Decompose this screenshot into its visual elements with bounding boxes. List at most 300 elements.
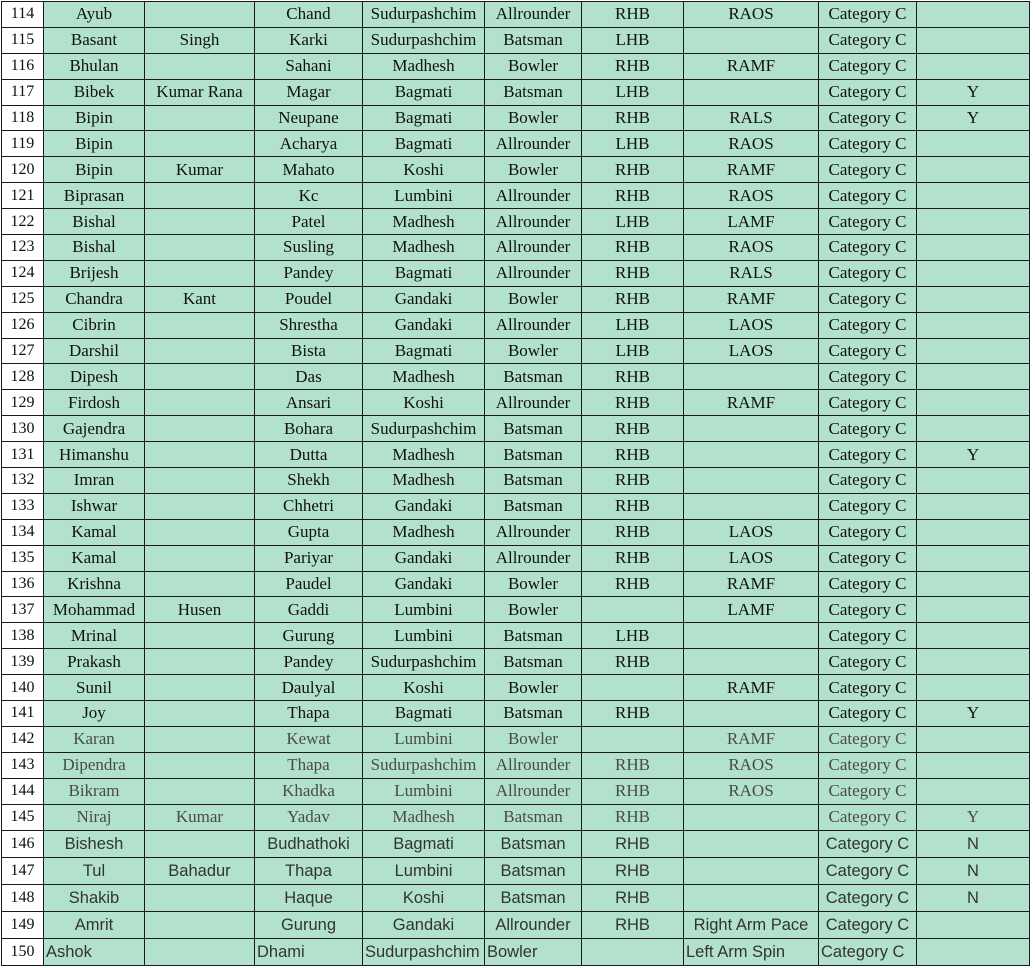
first-name-cell[interactable]: Gajendra: [44, 416, 145, 442]
middle-name-cell[interactable]: Kant: [145, 286, 255, 312]
table-row[interactable]: [2, 649, 1030, 675]
first-name-cell[interactable]: Cibrin: [44, 312, 145, 338]
table-row[interactable]: [2, 286, 1030, 312]
role-cell[interactable]: Allrounder: [485, 131, 582, 157]
category-cell[interactable]: Category C: [819, 260, 917, 286]
role-cell[interactable]: Batsman: [485, 364, 582, 390]
bowling-cell[interactable]: [684, 857, 819, 884]
middle-name-cell[interactable]: [145, 752, 255, 778]
last-name-cell[interactable]: Thapa: [255, 752, 363, 778]
category-cell[interactable]: Category C: [819, 804, 917, 830]
category-cell[interactable]: Category C: [819, 157, 917, 183]
province-cell[interactable]: Lumbini: [363, 857, 485, 884]
table-row[interactable]: [2, 79, 1030, 105]
category-cell[interactable]: Category C: [819, 442, 917, 468]
table-row[interactable]: [2, 675, 1030, 701]
batting-cell[interactable]: LHB: [582, 623, 684, 649]
flag-cell[interactable]: [917, 623, 1030, 649]
bowling-cell[interactable]: RAMF: [684, 571, 819, 597]
province-cell[interactable]: Madhesh: [363, 209, 485, 235]
bowling-cell[interactable]: [684, 79, 819, 105]
table-row[interactable]: [2, 157, 1030, 183]
province-cell[interactable]: Koshi: [363, 157, 485, 183]
role-cell[interactable]: Bowler: [485, 53, 582, 79]
batting-cell[interactable]: LHB: [582, 27, 684, 53]
batting-cell[interactable]: LHB: [582, 312, 684, 338]
last-name-cell[interactable]: Thapa: [255, 857, 363, 884]
row-number[interactable]: 140: [2, 675, 44, 701]
row-number[interactable]: 135: [2, 545, 44, 571]
first-name-cell[interactable]: Darshil: [44, 338, 145, 364]
batting-cell[interactable]: RHB: [582, 157, 684, 183]
row-number[interactable]: 119: [2, 131, 44, 157]
role-cell[interactable]: Batsman: [485, 27, 582, 53]
flag-cell[interactable]: [917, 209, 1030, 235]
row-number[interactable]: 117: [2, 79, 44, 105]
province-cell[interactable]: Sudurpashchim: [363, 2, 485, 28]
batting-cell[interactable]: RHB: [582, 260, 684, 286]
province-cell[interactable]: Gandaki: [363, 571, 485, 597]
first-name-cell[interactable]: Chandra: [44, 286, 145, 312]
role-cell[interactable]: Allrounder: [485, 752, 582, 778]
province-cell[interactable]: Bagmati: [363, 79, 485, 105]
role-cell[interactable]: Allrounder: [485, 183, 582, 209]
last-name-cell[interactable]: Khadka: [255, 778, 363, 804]
middle-name-cell[interactable]: [145, 131, 255, 157]
first-name-cell[interactable]: Imran: [44, 468, 145, 494]
bowling-cell[interactable]: [684, 442, 819, 468]
table-row[interactable]: [2, 468, 1030, 494]
category-cell[interactable]: Category C: [819, 830, 917, 857]
batting-cell[interactable]: RHB: [582, 53, 684, 79]
bowling-cell[interactable]: [684, 364, 819, 390]
table-row[interactable]: [2, 623, 1030, 649]
middle-name-cell[interactable]: [145, 390, 255, 416]
first-name-cell[interactable]: Sunil: [44, 675, 145, 701]
province-cell[interactable]: Bagmati: [363, 830, 485, 857]
middle-name-cell[interactable]: [145, 364, 255, 390]
bowling-cell[interactable]: [684, 493, 819, 519]
first-name-cell[interactable]: Bipin: [44, 105, 145, 131]
bowling-cell[interactable]: [684, 701, 819, 727]
first-name-cell[interactable]: Firdosh: [44, 390, 145, 416]
bowling-cell[interactable]: RAOS: [684, 752, 819, 778]
table-row[interactable]: [2, 804, 1030, 830]
category-cell[interactable]: Category C: [819, 939, 917, 966]
last-name-cell[interactable]: Magar: [255, 79, 363, 105]
last-name-cell[interactable]: Kc: [255, 183, 363, 209]
batting-cell[interactable]: RHB: [582, 778, 684, 804]
role-cell[interactable]: Bowler: [485, 726, 582, 752]
batting-cell[interactable]: RHB: [582, 649, 684, 675]
province-cell[interactable]: Bagmati: [363, 105, 485, 131]
first-name-cell[interactable]: Bishal: [44, 209, 145, 235]
role-cell[interactable]: Allrounder: [485, 778, 582, 804]
province-cell[interactable]: Bagmati: [363, 260, 485, 286]
first-name-cell[interactable]: Mrinal: [44, 623, 145, 649]
table-row[interactable]: [2, 939, 1030, 966]
batting-cell[interactable]: RHB: [582, 752, 684, 778]
table-row[interactable]: [2, 597, 1030, 623]
first-name-cell[interactable]: Tul: [44, 857, 145, 884]
category-cell[interactable]: Category C: [819, 778, 917, 804]
category-cell[interactable]: Category C: [819, 390, 917, 416]
province-cell[interactable]: Bagmati: [363, 338, 485, 364]
table-row[interactable]: [2, 701, 1030, 727]
row-number[interactable]: 141: [2, 701, 44, 727]
row-number[interactable]: 128: [2, 364, 44, 390]
row-number[interactable]: 125: [2, 286, 44, 312]
last-name-cell[interactable]: Chand: [255, 2, 363, 28]
row-number[interactable]: 130: [2, 416, 44, 442]
bowling-cell[interactable]: [684, 623, 819, 649]
flag-cell[interactable]: [917, 157, 1030, 183]
middle-name-cell[interactable]: [145, 53, 255, 79]
category-cell[interactable]: Category C: [819, 235, 917, 261]
role-cell[interactable]: Bowler: [485, 286, 582, 312]
last-name-cell[interactable]: Shrestha: [255, 312, 363, 338]
category-cell[interactable]: Category C: [819, 312, 917, 338]
middle-name-cell[interactable]: [145, 338, 255, 364]
first-name-cell[interactable]: Bikram: [44, 778, 145, 804]
table-row[interactable]: [2, 545, 1030, 571]
flag-cell[interactable]: Y: [917, 105, 1030, 131]
last-name-cell[interactable]: Dutta: [255, 442, 363, 468]
category-cell[interactable]: Category C: [819, 519, 917, 545]
last-name-cell[interactable]: Shekh: [255, 468, 363, 494]
row-number[interactable]: 118: [2, 105, 44, 131]
flag-cell[interactable]: [917, 364, 1030, 390]
role-cell[interactable]: Batsman: [485, 623, 582, 649]
first-name-cell[interactable]: Basant: [44, 27, 145, 53]
row-number[interactable]: 138: [2, 623, 44, 649]
role-cell[interactable]: Batsman: [485, 416, 582, 442]
middle-name-cell[interactable]: Bahadur: [145, 857, 255, 884]
bowling-cell[interactable]: RAMF: [684, 675, 819, 701]
batting-cell[interactable]: RHB: [582, 286, 684, 312]
last-name-cell[interactable]: Kewat: [255, 726, 363, 752]
role-cell[interactable]: Allrounder: [485, 390, 582, 416]
province-cell[interactable]: Madhesh: [363, 364, 485, 390]
category-cell[interactable]: Category C: [819, 53, 917, 79]
row-number[interactable]: 124: [2, 260, 44, 286]
batting-cell[interactable]: RHB: [582, 571, 684, 597]
table-row[interactable]: [2, 105, 1030, 131]
row-number[interactable]: 116: [2, 53, 44, 79]
table-row[interactable]: [2, 2, 1030, 28]
bowling-cell[interactable]: LAOS: [684, 545, 819, 571]
role-cell[interactable]: Batsman: [485, 442, 582, 468]
batting-cell[interactable]: LHB: [582, 131, 684, 157]
bowling-cell[interactable]: [684, 884, 819, 911]
last-name-cell[interactable]: Gupta: [255, 519, 363, 545]
batting-cell[interactable]: RHB: [582, 2, 684, 28]
table-row[interactable]: [2, 778, 1030, 804]
flag-cell[interactable]: [917, 912, 1030, 939]
flag-cell[interactable]: [917, 286, 1030, 312]
batting-cell[interactable]: RHB: [582, 468, 684, 494]
first-name-cell[interactable]: Dipendra: [44, 752, 145, 778]
last-name-cell[interactable]: Poudel: [255, 286, 363, 312]
province-cell[interactable]: Gandaki: [363, 312, 485, 338]
flag-cell[interactable]: [917, 235, 1030, 261]
middle-name-cell[interactable]: [145, 235, 255, 261]
flag-cell[interactable]: [917, 545, 1030, 571]
batting-cell[interactable]: RHB: [582, 701, 684, 727]
bowling-cell[interactable]: RALS: [684, 260, 819, 286]
role-cell[interactable]: Batsman: [485, 493, 582, 519]
table-row[interactable]: [2, 416, 1030, 442]
category-cell[interactable]: Category C: [819, 131, 917, 157]
row-number[interactable]: 127: [2, 338, 44, 364]
first-name-cell[interactable]: Dipesh: [44, 364, 145, 390]
last-name-cell[interactable]: Pandey: [255, 649, 363, 675]
first-name-cell[interactable]: Ishwar: [44, 493, 145, 519]
role-cell[interactable]: Batsman: [485, 701, 582, 727]
bowling-cell[interactable]: RALS: [684, 105, 819, 131]
row-number[interactable]: 143: [2, 752, 44, 778]
row-number[interactable]: 137: [2, 597, 44, 623]
middle-name-cell[interactable]: [145, 416, 255, 442]
role-cell[interactable]: Batsman: [485, 857, 582, 884]
last-name-cell[interactable]: Susling: [255, 235, 363, 261]
flag-cell[interactable]: [917, 2, 1030, 28]
table-row[interactable]: [2, 519, 1030, 545]
role-cell[interactable]: Allrounder: [485, 235, 582, 261]
province-cell[interactable]: Gandaki: [363, 286, 485, 312]
role-cell[interactable]: Allrounder: [485, 209, 582, 235]
last-name-cell[interactable]: Bista: [255, 338, 363, 364]
batting-cell[interactable]: RHB: [582, 105, 684, 131]
province-cell[interactable]: Koshi: [363, 675, 485, 701]
middle-name-cell[interactable]: [145, 884, 255, 911]
middle-name-cell[interactable]: [145, 939, 255, 966]
role-cell[interactable]: Bowler: [485, 338, 582, 364]
first-name-cell[interactable]: Brijesh: [44, 260, 145, 286]
category-cell[interactable]: Category C: [819, 209, 917, 235]
row-number[interactable]: 149: [2, 912, 44, 939]
province-cell[interactable]: Madhesh: [363, 235, 485, 261]
first-name-cell[interactable]: Himanshu: [44, 442, 145, 468]
table-row[interactable]: [2, 857, 1030, 884]
row-number[interactable]: 148: [2, 884, 44, 911]
flag-cell[interactable]: N: [917, 884, 1030, 911]
flag-cell[interactable]: [917, 53, 1030, 79]
role-cell[interactable]: Bowler: [485, 105, 582, 131]
first-name-cell[interactable]: Karan: [44, 726, 145, 752]
province-cell[interactable]: Madhesh: [363, 519, 485, 545]
role-cell[interactable]: Allrounder: [485, 312, 582, 338]
table-row[interactable]: [2, 312, 1030, 338]
category-cell[interactable]: Category C: [819, 183, 917, 209]
first-name-cell[interactable]: Shakib: [44, 884, 145, 911]
category-cell[interactable]: Category C: [819, 105, 917, 131]
table-row[interactable]: [2, 131, 1030, 157]
province-cell[interactable]: Gandaki: [363, 545, 485, 571]
batting-cell[interactable]: RHB: [582, 912, 684, 939]
category-cell[interactable]: Category C: [819, 752, 917, 778]
last-name-cell[interactable]: Haque: [255, 884, 363, 911]
row-number[interactable]: 145: [2, 804, 44, 830]
category-cell[interactable]: Category C: [819, 857, 917, 884]
province-cell[interactable]: Lumbini: [363, 778, 485, 804]
flag-cell[interactable]: [917, 778, 1030, 804]
first-name-cell[interactable]: Bibek: [44, 79, 145, 105]
province-cell[interactable]: Sudurpashchim: [363, 752, 485, 778]
bowling-cell[interactable]: LAOS: [684, 519, 819, 545]
row-number[interactable]: 139: [2, 649, 44, 675]
middle-name-cell[interactable]: [145, 209, 255, 235]
table-row[interactable]: [2, 53, 1030, 79]
province-cell[interactable]: Koshi: [363, 390, 485, 416]
role-cell[interactable]: Batsman: [485, 804, 582, 830]
row-number[interactable]: 126: [2, 312, 44, 338]
first-name-cell[interactable]: Bishal: [44, 235, 145, 261]
flag-cell[interactable]: [917, 468, 1030, 494]
batting-cell[interactable]: RHB: [582, 390, 684, 416]
province-cell[interactable]: Madhesh: [363, 442, 485, 468]
batting-cell[interactable]: RHB: [582, 235, 684, 261]
last-name-cell[interactable]: Pariyar: [255, 545, 363, 571]
middle-name-cell[interactable]: [145, 2, 255, 28]
category-cell[interactable]: Category C: [819, 701, 917, 727]
table-row[interactable]: [2, 364, 1030, 390]
batting-cell[interactable]: RHB: [582, 364, 684, 390]
table-row[interactable]: [2, 260, 1030, 286]
role-cell[interactable]: Batsman: [485, 468, 582, 494]
bowling-cell[interactable]: LAMF: [684, 597, 819, 623]
category-cell[interactable]: Category C: [819, 338, 917, 364]
last-name-cell[interactable]: Dhami: [255, 939, 363, 966]
middle-name-cell[interactable]: [145, 571, 255, 597]
row-number[interactable]: 133: [2, 493, 44, 519]
flag-cell[interactable]: N: [917, 830, 1030, 857]
bowling-cell[interactable]: LAOS: [684, 338, 819, 364]
middle-name-cell[interactable]: [145, 493, 255, 519]
row-number[interactable]: 122: [2, 209, 44, 235]
table-row[interactable]: [2, 183, 1030, 209]
first-name-cell[interactable]: Amrit: [44, 912, 145, 939]
row-number[interactable]: 147: [2, 857, 44, 884]
batting-cell[interactable]: RHB: [582, 493, 684, 519]
flag-cell[interactable]: [917, 260, 1030, 286]
category-cell[interactable]: Category C: [819, 571, 917, 597]
province-cell[interactable]: Koshi: [363, 884, 485, 911]
batting-cell[interactable]: RHB: [582, 416, 684, 442]
role-cell[interactable]: Allrounder: [485, 545, 582, 571]
middle-name-cell[interactable]: Husen: [145, 597, 255, 623]
middle-name-cell[interactable]: [145, 830, 255, 857]
province-cell[interactable]: Gandaki: [363, 912, 485, 939]
middle-name-cell[interactable]: Kumar: [145, 804, 255, 830]
first-name-cell[interactable]: Kamal: [44, 519, 145, 545]
first-name-cell[interactable]: Prakash: [44, 649, 145, 675]
bowling-cell[interactable]: RAOS: [684, 183, 819, 209]
flag-cell[interactable]: [917, 649, 1030, 675]
role-cell[interactable]: Batsman: [485, 884, 582, 911]
bowling-cell[interactable]: [684, 804, 819, 830]
batting-cell[interactable]: [582, 675, 684, 701]
flag-cell[interactable]: Y: [917, 701, 1030, 727]
batting-cell[interactable]: LHB: [582, 209, 684, 235]
flag-cell[interactable]: [917, 675, 1030, 701]
row-number[interactable]: 120: [2, 157, 44, 183]
flag-cell[interactable]: [917, 390, 1030, 416]
middle-name-cell[interactable]: [145, 778, 255, 804]
table-row[interactable]: [2, 390, 1030, 416]
middle-name-cell[interactable]: [145, 649, 255, 675]
role-cell[interactable]: Allrounder: [485, 912, 582, 939]
middle-name-cell[interactable]: [145, 468, 255, 494]
batting-cell[interactable]: LHB: [582, 79, 684, 105]
category-cell[interactable]: Category C: [819, 416, 917, 442]
flag-cell[interactable]: [917, 571, 1030, 597]
last-name-cell[interactable]: Gurung: [255, 912, 363, 939]
first-name-cell[interactable]: Bipin: [44, 131, 145, 157]
last-name-cell[interactable]: Ansari: [255, 390, 363, 416]
category-cell[interactable]: Category C: [819, 286, 917, 312]
category-cell[interactable]: Category C: [819, 597, 917, 623]
middle-name-cell[interactable]: [145, 105, 255, 131]
table-row[interactable]: [2, 884, 1030, 911]
province-cell[interactable]: Sudurpashchim: [363, 416, 485, 442]
middle-name-cell[interactable]: [145, 623, 255, 649]
bowling-cell[interactable]: RAOS: [684, 131, 819, 157]
flag-cell[interactable]: [917, 752, 1030, 778]
bowling-cell[interactable]: RAMF: [684, 726, 819, 752]
batting-cell[interactable]: RHB: [582, 830, 684, 857]
bowling-cell[interactable]: RAMF: [684, 390, 819, 416]
row-number[interactable]: 144: [2, 778, 44, 804]
last-name-cell[interactable]: Patel: [255, 209, 363, 235]
bowling-cell[interactable]: Right Arm Pace: [684, 912, 819, 939]
role-cell[interactable]: Bowler: [485, 157, 582, 183]
row-number[interactable]: 123: [2, 235, 44, 261]
first-name-cell[interactable]: Mohammad: [44, 597, 145, 623]
bowling-cell[interactable]: RAOS: [684, 2, 819, 28]
category-cell[interactable]: Category C: [819, 493, 917, 519]
flag-cell[interactable]: [917, 939, 1030, 966]
last-name-cell[interactable]: Gurung: [255, 623, 363, 649]
middle-name-cell[interactable]: [145, 442, 255, 468]
category-cell[interactable]: Category C: [819, 79, 917, 105]
middle-name-cell[interactable]: [145, 912, 255, 939]
role-cell[interactable]: Bowler: [485, 597, 582, 623]
table-row[interactable]: [2, 493, 1030, 519]
flag-cell[interactable]: [917, 726, 1030, 752]
bowling-cell[interactable]: [684, 649, 819, 675]
bowling-cell[interactable]: [684, 416, 819, 442]
flag-cell[interactable]: [917, 131, 1030, 157]
last-name-cell[interactable]: Acharya: [255, 131, 363, 157]
middle-name-cell[interactable]: [145, 675, 255, 701]
bowling-cell[interactable]: [684, 27, 819, 53]
bowling-cell[interactable]: [684, 468, 819, 494]
first-name-cell[interactable]: Ashok: [44, 939, 145, 966]
last-name-cell[interactable]: Daulyal: [255, 675, 363, 701]
batting-cell[interactable]: [582, 939, 684, 966]
middle-name-cell[interactable]: [145, 519, 255, 545]
row-number[interactable]: 129: [2, 390, 44, 416]
batting-cell[interactable]: RHB: [582, 183, 684, 209]
first-name-cell[interactable]: Bishesh: [44, 830, 145, 857]
category-cell[interactable]: Category C: [819, 884, 917, 911]
last-name-cell[interactable]: Yadav: [255, 804, 363, 830]
category-cell[interactable]: Category C: [819, 2, 917, 28]
role-cell[interactable]: Batsman: [485, 830, 582, 857]
province-cell[interactable]: Sudurpashchim: [363, 27, 485, 53]
province-cell[interactable]: Madhesh: [363, 804, 485, 830]
